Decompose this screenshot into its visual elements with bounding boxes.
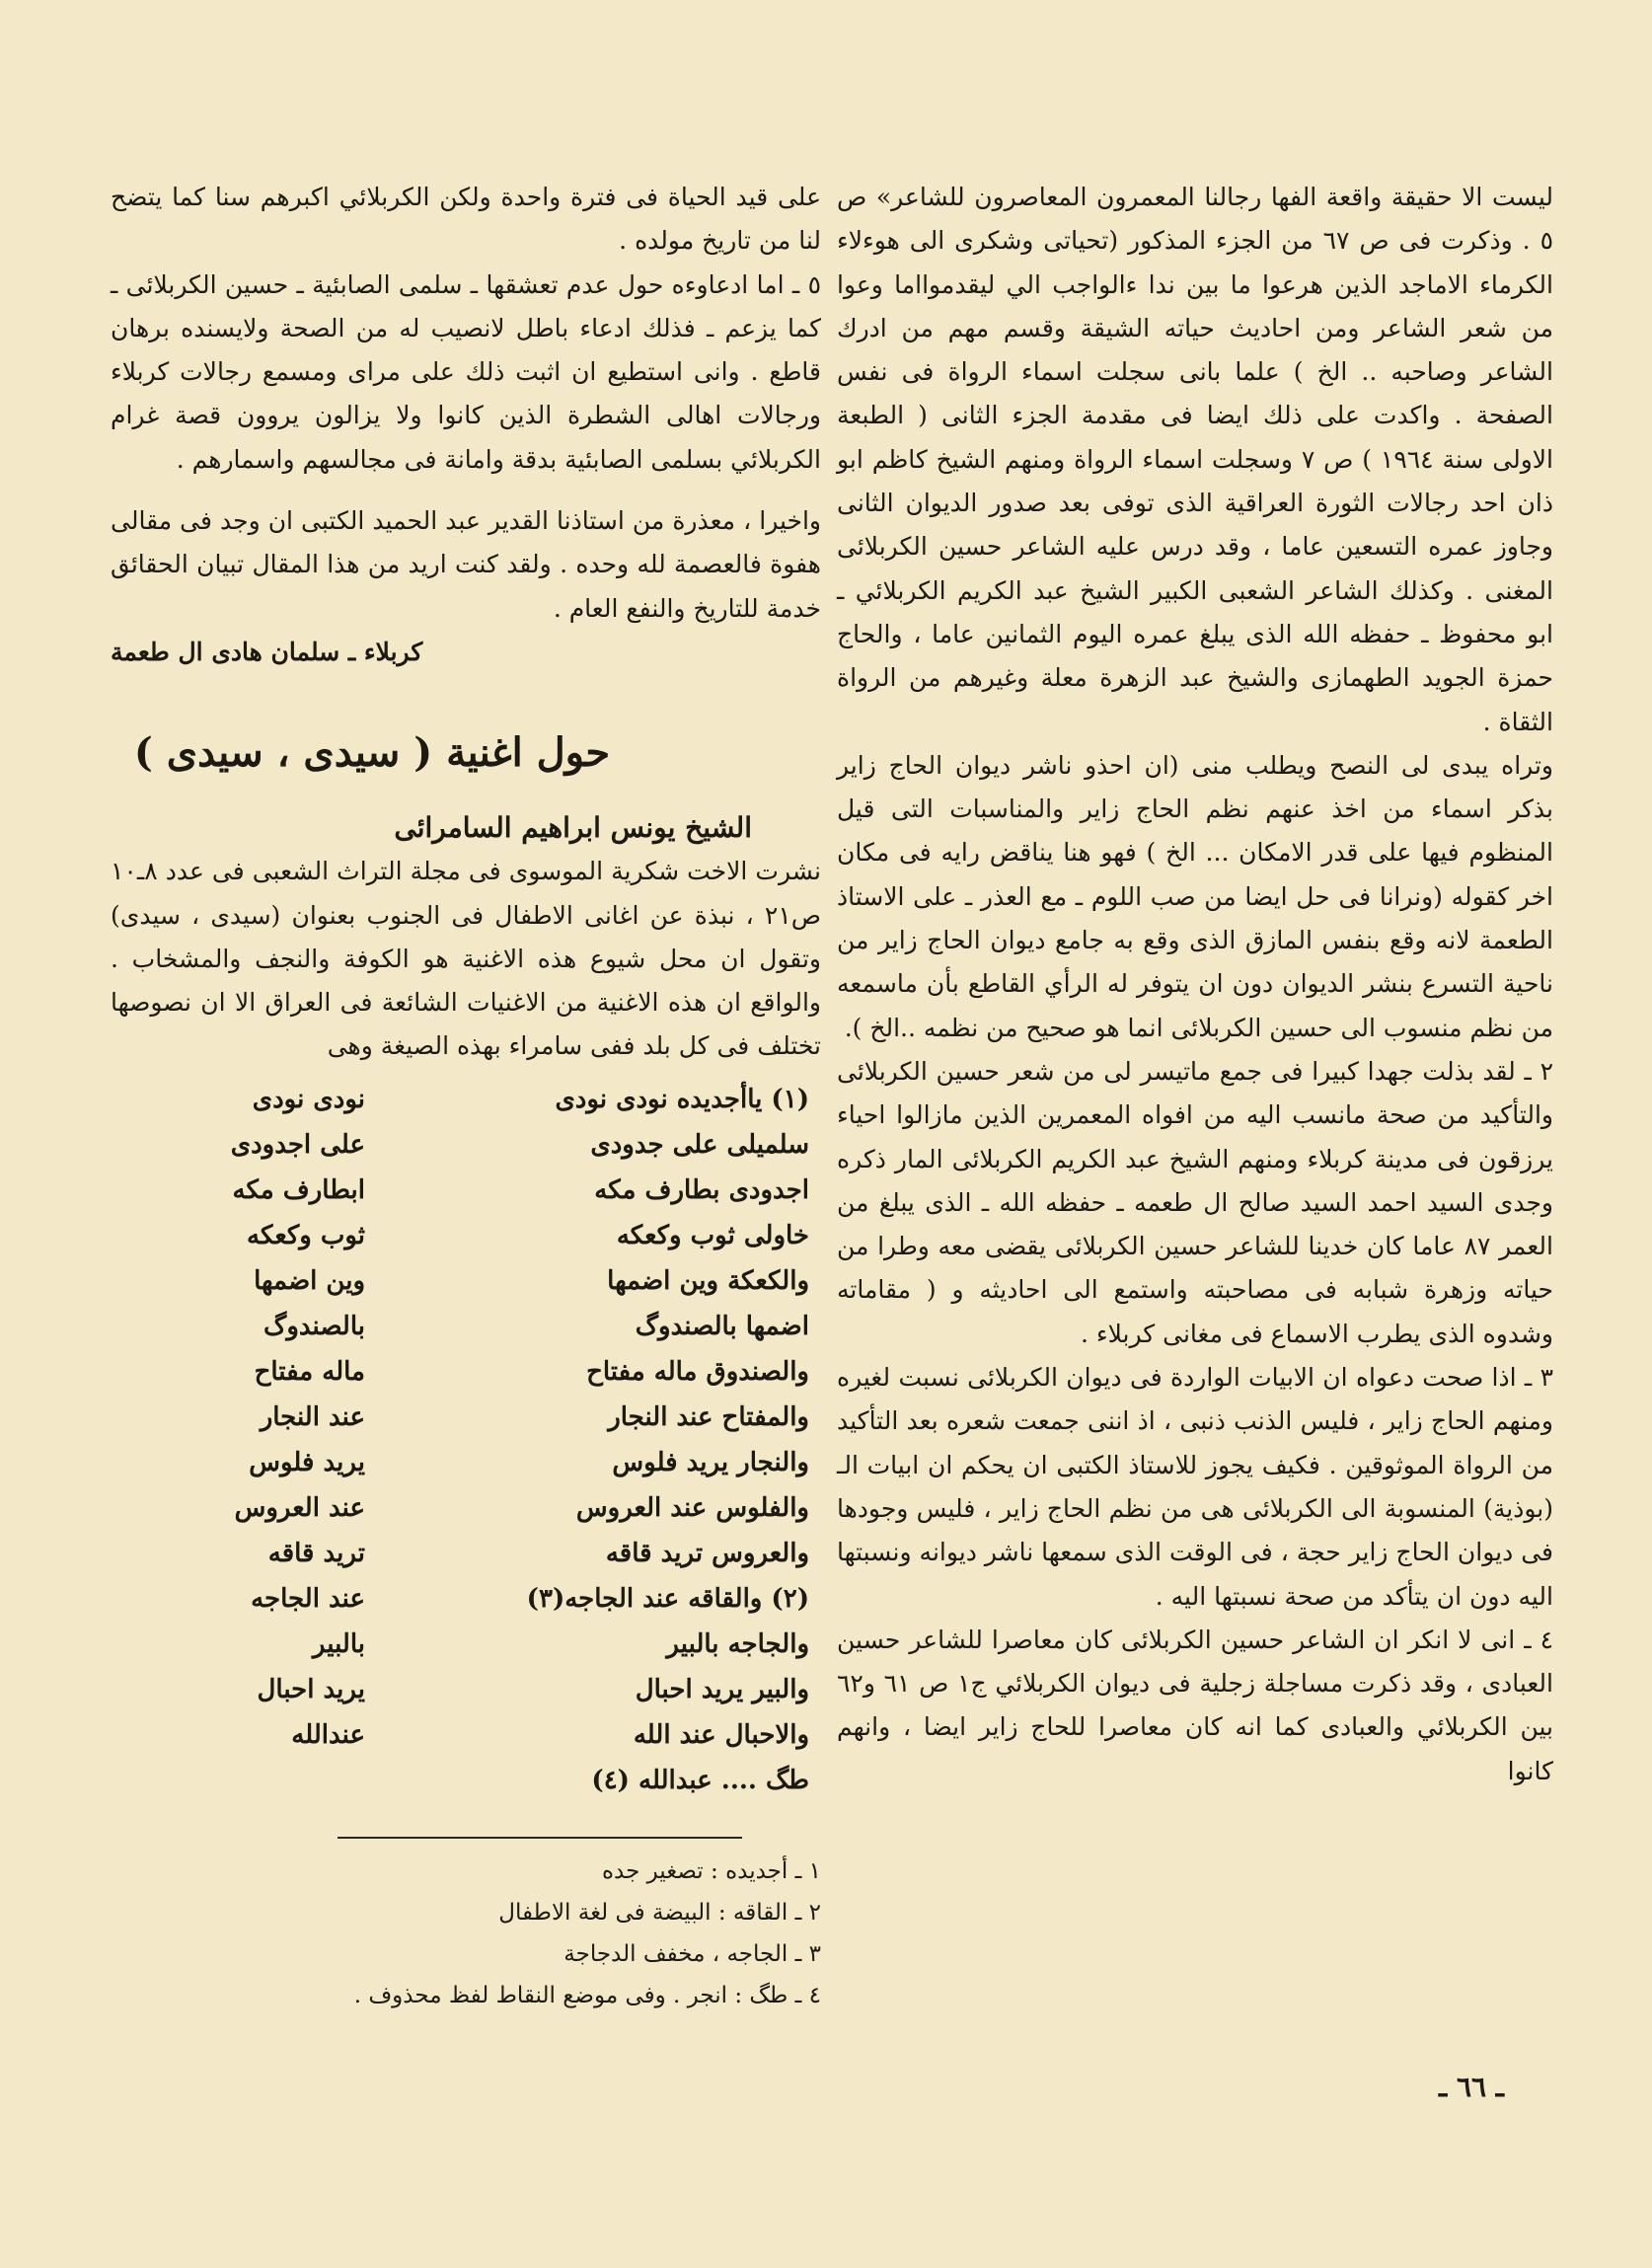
paragraph: ٥ ـ اما ادعاوءه حول عدم تعشقها ـ سلمى الصابئية ـ حسين الكربلائى ـ كما يزعم ـ فذلك ادعاء باطل لانصيب له من الصحة ولايسنده برهان قاطع . وانى استطيع ان اثبت ذلك على مراى ومسمع رجالات كربلاء ورجالات اهالى الشطرة الذين كانوا ولا يزالون يروون قصة غرام الكربلائي بسلمى الصابئية بدقة وامانة فى مجالسهم واسمارهم . (111, 269, 821, 474)
poem-verse: طگ .... عبدالله (٤) (591, 1765, 809, 1795)
poem-refrain: تريد قاقه (267, 1538, 365, 1568)
poem-verse: خاولى ثوب وكعكه (616, 1220, 809, 1250)
page-number: ـ ٦٦ ـ (1439, 2071, 1504, 2103)
poem-line (111, 1304, 821, 1349)
left-column (111, 176, 821, 2016)
poem-refrain: عندالله (291, 1719, 365, 1750)
paragraph: على قيد الحياة فى فترة واحدة ولكن الكربلائي اكبرهم سنا كما يتضح لنا من تاريخ مولده . (111, 183, 821, 256)
poem-verse: (٢) والقاقه عند الجاجه(٣) (526, 1583, 809, 1614)
poem-verse: سلميلى على جدودى (590, 1129, 809, 1160)
poem-line (111, 1531, 821, 1576)
paragraph: ٣ ـ اذا صحت دعواه ان الابيات الواردة فى ديوان الكربلائى نسبت لغيره ومنهم الحاج زاير ، فليس الذنب ذنبى ، اذ اننى جمعت شعره بعد التأكيد من الرواة الموثوقين . فكيف يجوز للاستاذ الكتبى ان يحكم ان ابيات الـ (بوذية) المنسوبة الى الكربلائى هى من نظم الحاج زاير ، فليس وجودها فى ديوان الحاج زاير حجة ، فى الوقت الذى سمعها ناشر ديوانه ونسبتها اليه دون ان يتأكد من صحة نسبتها اليه . (837, 1363, 1553, 1611)
paragraph: وتراه يبدى لى النصح ويطلب منى (ان احذو ناشر ديوان الحاج زاير بذكر اسماء من اخذ عنهم نظم الحاج زاير والمناسبات التى قيل المنظوم فيها على قدر الامكان ... الخ ) فهو هنا يناقض رايه فى مكان اخر كقوله (ونرانا فى حل ايضا من صب اللوم ـ مع العذر ـ على الاستاذ الطعمة لانه وقع بنفس المازق الذى وقع به جامع ديوان الحاج زاير من ناحية التسرع بنشر الديوان دون ان يتوفر له الرأي القاطع بأن ماسمعه من نظم منسوب الى حسين الكربلائى انما هو صحيح من نظمه ..الخ ). (837, 750, 1553, 1042)
footnote: ١ ـ أجديده : تصغير جده (601, 1857, 821, 1884)
signature: كربلاء ـ سلمان هادى ال طعمة (111, 637, 423, 666)
poem-line (111, 1395, 821, 1440)
poem-verse: اجدودى بطارف مكه (594, 1174, 809, 1205)
poem-refrain: عند النجار (260, 1401, 365, 1432)
poem-refrain: ابطارف مكه (232, 1174, 365, 1205)
poem-verse: والاحبال عند الله (633, 1719, 809, 1750)
article-author: الشيخ يونس ابراهيم السامرائى (394, 811, 752, 845)
footnote: ٤ ـ طگ : انجر . وفى موضع النقاط لفظ محذوف . (353, 1982, 821, 2008)
article-intro: نشرت الاخت شكرية الموسوى فى مجلة التراث الشعبى فى عدد ٨ـ١٠ ص٢١ ، نبذة عن اغانى الاطفال فى الجنوب بعنوان (سيدى ، سيدى) وتقول ان محل شيوع هذه الاغنية هو الكوفة والنجف والمشخاب . والواقع ان هذه الاغنية من الاغنيات الشائعة فى العراق الا ان نصوصها تختلف فى كل بلد ففى سامراء بهذه الصيغة وهى (111, 857, 821, 1061)
poem-verse: اضمها بالصندوگ (635, 1311, 809, 1341)
poem-refrain: بالبير (312, 1628, 365, 1659)
poem-verse: والعروس تريد قاقه (605, 1538, 809, 1568)
poem-line (111, 1758, 821, 1803)
poem-refrain (168, 1758, 365, 1803)
poem-refrain: وين اضمها (254, 1265, 365, 1296)
poem-refrain: ثوب وكعكه (247, 1220, 365, 1250)
poem-line (111, 1485, 821, 1531)
paragraph: ٤ ـ انى لا انكر ان الشاعر حسين الكربلائى كان معاصرا للشاعر حسين العبادى ، وقد ذكرت مساجلة زجلية فى ديوان الكربلائي ج١ ص ٦١ و٦٢ بين الكربلائي والعبادى كما انه كان معاصرا للحاج زاير ايضا ، وانهم كانوا (837, 1625, 1553, 1785)
poem-verse: والكعكة وين اضمها (607, 1265, 809, 1296)
poem-line (111, 1622, 821, 1667)
footnote: ٣ ـ الجاجه ، مخفف الدجاجة (563, 1940, 821, 1967)
footnotes (111, 1851, 821, 2016)
poem-line (111, 1712, 821, 1758)
poem-verse: والفلوس عند العروس (575, 1492, 809, 1523)
paragraph: واخيرا ، معذرة من استاذنا القدير عبد الحميد الكتبى ان وجد فى مقالى هفوة فالعصمة لله وحده . ولقد كنت اريد من هذا المقال تبيان الحقائق خدمة للتاريخ والنفع العام . (111, 506, 821, 623)
poem-line (111, 1349, 821, 1395)
paragraph: ٢ ـ لقد بذلت جهدا كبيرا فى جمع ماتيسر لى من شعر حسين الكربلائى والتأكيد من صحة مانسب اليه من افواه المعمرين الذين مازالوا احياء يرزقون فى مدينة كربلاء ومنهم الشيخ عبد الكريم الكربلائى المار ذكره وجدى السيد احمد السيد صالح ال طعمه ـ حفظه الله ـ الذى يبلغ من العمر ٨٧ عاما كان خدينا للشاعر حسين الكربلائى يقضى معه وطرا من حياته وزهرة شبابه فى مصاحبته واستمع الى احاديثه و ( مقاماته وشدوه الذى يطرب الاسماع فى مغانى كربلاء . (837, 1056, 1553, 1348)
poem-refrain: عند الجاجه (251, 1583, 365, 1614)
poem-verse: والنجار يريد فلوس (612, 1447, 809, 1477)
poem-line (111, 1213, 821, 1258)
poem-refrain: نودى نودى (252, 1084, 365, 1114)
poem-verse: والصندوق ماله مفتاح (586, 1356, 809, 1387)
poem-line (111, 1258, 821, 1304)
article-title: حول اغنية ( سيدى ، سيدى ) (133, 729, 611, 777)
poem-refrain: يريد احبال (257, 1674, 365, 1704)
right-column (837, 176, 1553, 1793)
paragraph: ليست الا حقيقة واقعة الفها رجالنا المعمرون المعاصرون للشاعر» ص ٥ . وذكرت فى ص ٦٧ من الجزء المذكور (تحياتى وشكرى الى هوءلاء الكرماء الاماجد الذين هرعوا ما بين ندا ءالواجب الي ليقدموااما وعوا من شعر الشاعر ومن احاديث حياته الشيقة وقسم مهم من ادرك الشاعر وصاحبه .. الخ ) علما بانى سجلت اسماء الرواة فى نفس الصفحة . واكدت على ذلك ايضا فى مقدمة الجزء الثانى ( الطبعة الاولى سنة ١٩٦٤ ) ص ٧ وسجلت اسماء الرواة ومنهم الشيخ كاظم ابو ذان احد رجالات الثورة العراقية الذى توفى بعد صدور الديوان الثانى وجاوز عمره التسعين عاما ، وقد درس عليه الشاعر حسين الكربلائى المغنى . وكذلك الشاعر الشعبى الكبير الشيخ عبد الكريم الكربلائي ـ ابو محفوظ ـ حفظه الله الذى يبلغ عمره اليوم الثمانين عاما ، والحاج حمزة الجويد الطهمازى والشيخ عبد الزهرة معلة وغيرهم من الرواة الثقاة . (837, 183, 1553, 736)
poem-refrain: يريد فلوس (249, 1447, 365, 1477)
footnote: ٢ ـ القاقه : البيضة فى لغة الاطفال (498, 1899, 821, 1926)
poem (111, 1077, 821, 1803)
poem-verse: والجاجه بالبير (666, 1628, 809, 1659)
poem-verse: والبير يريد احبال (635, 1674, 809, 1704)
footnote-divider (338, 1837, 742, 1839)
poem-refrain: ماله مفتاح (254, 1356, 365, 1387)
poem-refrain: عند العروس (234, 1492, 365, 1523)
poem-line (111, 1667, 821, 1712)
poem-line (111, 1168, 821, 1213)
poem-line (111, 1576, 821, 1622)
poem-verse: والمفتاح عند النجار (608, 1401, 809, 1432)
poem-line (111, 1077, 821, 1122)
poem-line (111, 1440, 821, 1485)
poem-refrain: على اجدودى (230, 1129, 365, 1160)
poem-verse: (١) ياأجديده نودى نودى (555, 1084, 809, 1114)
poem-refrain: بالصندوگ (263, 1311, 365, 1341)
poem-line (111, 1122, 821, 1168)
